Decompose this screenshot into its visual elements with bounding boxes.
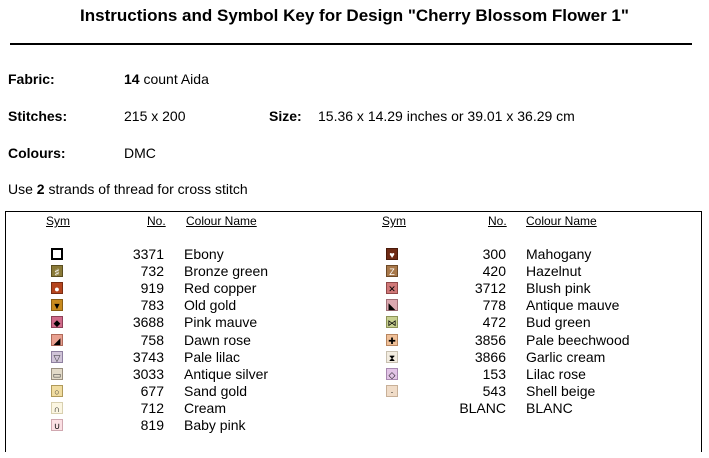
dmc-number: 420 [482,263,506,280]
colour-name: Antique mauve [526,297,620,314]
no-header-left: No. [147,214,166,228]
colour-name: Cream [184,399,227,416]
dmc-number: 3712 [474,280,506,297]
dmc-number: 712 [140,399,164,416]
sym-header-right: Sym [382,214,406,228]
thread-symbol-icon: ♯ [51,265,63,277]
dmc-number: 677 [140,382,164,399]
colours-label: Colours: [8,145,66,161]
symbol-key-row [0,383,709,400]
thread-symbol-icon: ◢ [51,334,63,346]
colour-name: Blush pink [526,280,591,297]
name-header-left: Colour Name [186,214,257,228]
size-value: 15.36 x 14.29 inches or 39.01 x 36.29 cm [318,108,575,124]
dmc-number: BLANC [459,399,506,416]
colour-name: Dawn rose [184,331,251,348]
colours-value: DMC [124,145,156,161]
strands-instruction [8,181,248,197]
thread-symbol-icon: ◣ [386,299,398,311]
colour-name: Shell beige [526,382,596,399]
dmc-number: 3856 [474,331,506,348]
colour-name: Pink mauve [184,314,258,331]
fabric-label: Fabric: [8,71,55,87]
colour-name: Baby pink [184,417,246,433]
thread-symbol-icon: ▭ [52,369,62,380]
colour-name: Bronze green [184,263,269,280]
thread-symbol-icon: ∩ [51,402,63,414]
stitches-label: Stitches: [8,108,68,124]
fabric-type: count Aida [143,71,209,87]
thread-symbol-icon: ○ [51,385,63,397]
thread-symbol-icon: ∪ [51,419,63,431]
colour-name: Pale beechwood [526,331,630,348]
thread-symbol-icon: ✕ [386,282,398,294]
symbol-key-row [0,332,709,349]
colour-name: Sand gold [184,382,248,399]
thread-symbol-icon: ● [51,282,63,294]
thread-symbol-icon: ◇ [386,368,398,380]
page-title: Instructions and Symbol Key for Design "Cherry Blossom Flower 1" [80,6,629,25]
dmc-number: 3688 [132,314,164,331]
thread-symbol-icon: ♥ [386,248,398,260]
thread-symbol-icon: ⋈ [387,318,397,329]
strands-count: 2 [36,181,45,197]
thread-symbol-icon: · [386,385,398,397]
symbol-key-row [0,366,709,383]
colour-name: BLANC [526,399,573,416]
fabric-value [124,71,209,87]
thread-symbol-icon: ✚ [386,334,398,346]
stitches-value: 215 x 200 [124,108,186,124]
name-header-right: Colour Name [526,214,597,228]
sym-header-left: Sym [46,214,70,228]
colour-name: Ebony [184,246,224,262]
strands-pre: Use [8,181,33,197]
colour-name: Old gold [184,297,237,314]
fabric-count: 14 [124,71,140,87]
strands-post: strands of thread for cross stitch [48,181,248,197]
colour-name: Red copper [184,280,257,297]
thread-symbol-icon: ▼ [52,301,62,312]
thread-symbol-icon: ▽ [51,351,63,363]
symbol-key-row [0,417,709,434]
dmc-number: 543 [482,382,506,399]
dmc-number: 3743 [132,348,164,365]
colour-name: Lilac rose [526,365,586,382]
colour-name: Hazelnut [526,263,582,280]
dmc-number: 732 [140,263,164,280]
dmc-number: 3866 [474,348,506,365]
symbol-key-row [0,263,709,280]
symbol-key-row [0,349,709,366]
dmc-number: 819 [140,417,164,433]
symbol-key-row [0,400,709,417]
dmc-number: 778 [482,297,506,314]
colour-name: Garlic cream [526,348,606,365]
dmc-number: 758 [140,331,164,348]
title-underline [10,43,692,45]
dmc-number: 153 [482,365,506,382]
dmc-number: 783 [140,297,164,314]
symbol-key-row [0,297,709,314]
dmc-number: 472 [482,314,506,331]
symbol-key-row [0,314,709,331]
colour-name: Mahogany [526,246,592,262]
colour-name: Bud green [526,314,591,331]
no-header-right: No. [488,214,507,228]
dmc-number: 300 [482,246,506,262]
size-label: Size: [269,108,302,124]
thread-symbol-icon: ◆ [51,316,63,328]
symbol-key-row [0,280,709,297]
symbol-key-row [0,246,709,263]
thread-symbol-icon: Z [386,265,398,277]
dmc-number: 3033 [132,365,164,382]
thread-symbol-icon [386,402,398,414]
dmc-number: 919 [140,280,164,297]
dmc-number: 3371 [132,246,164,262]
thread-symbol-icon: ⧗ [386,351,398,363]
colour-name: Antique silver [184,365,269,382]
colour-name: Pale lilac [184,348,241,365]
